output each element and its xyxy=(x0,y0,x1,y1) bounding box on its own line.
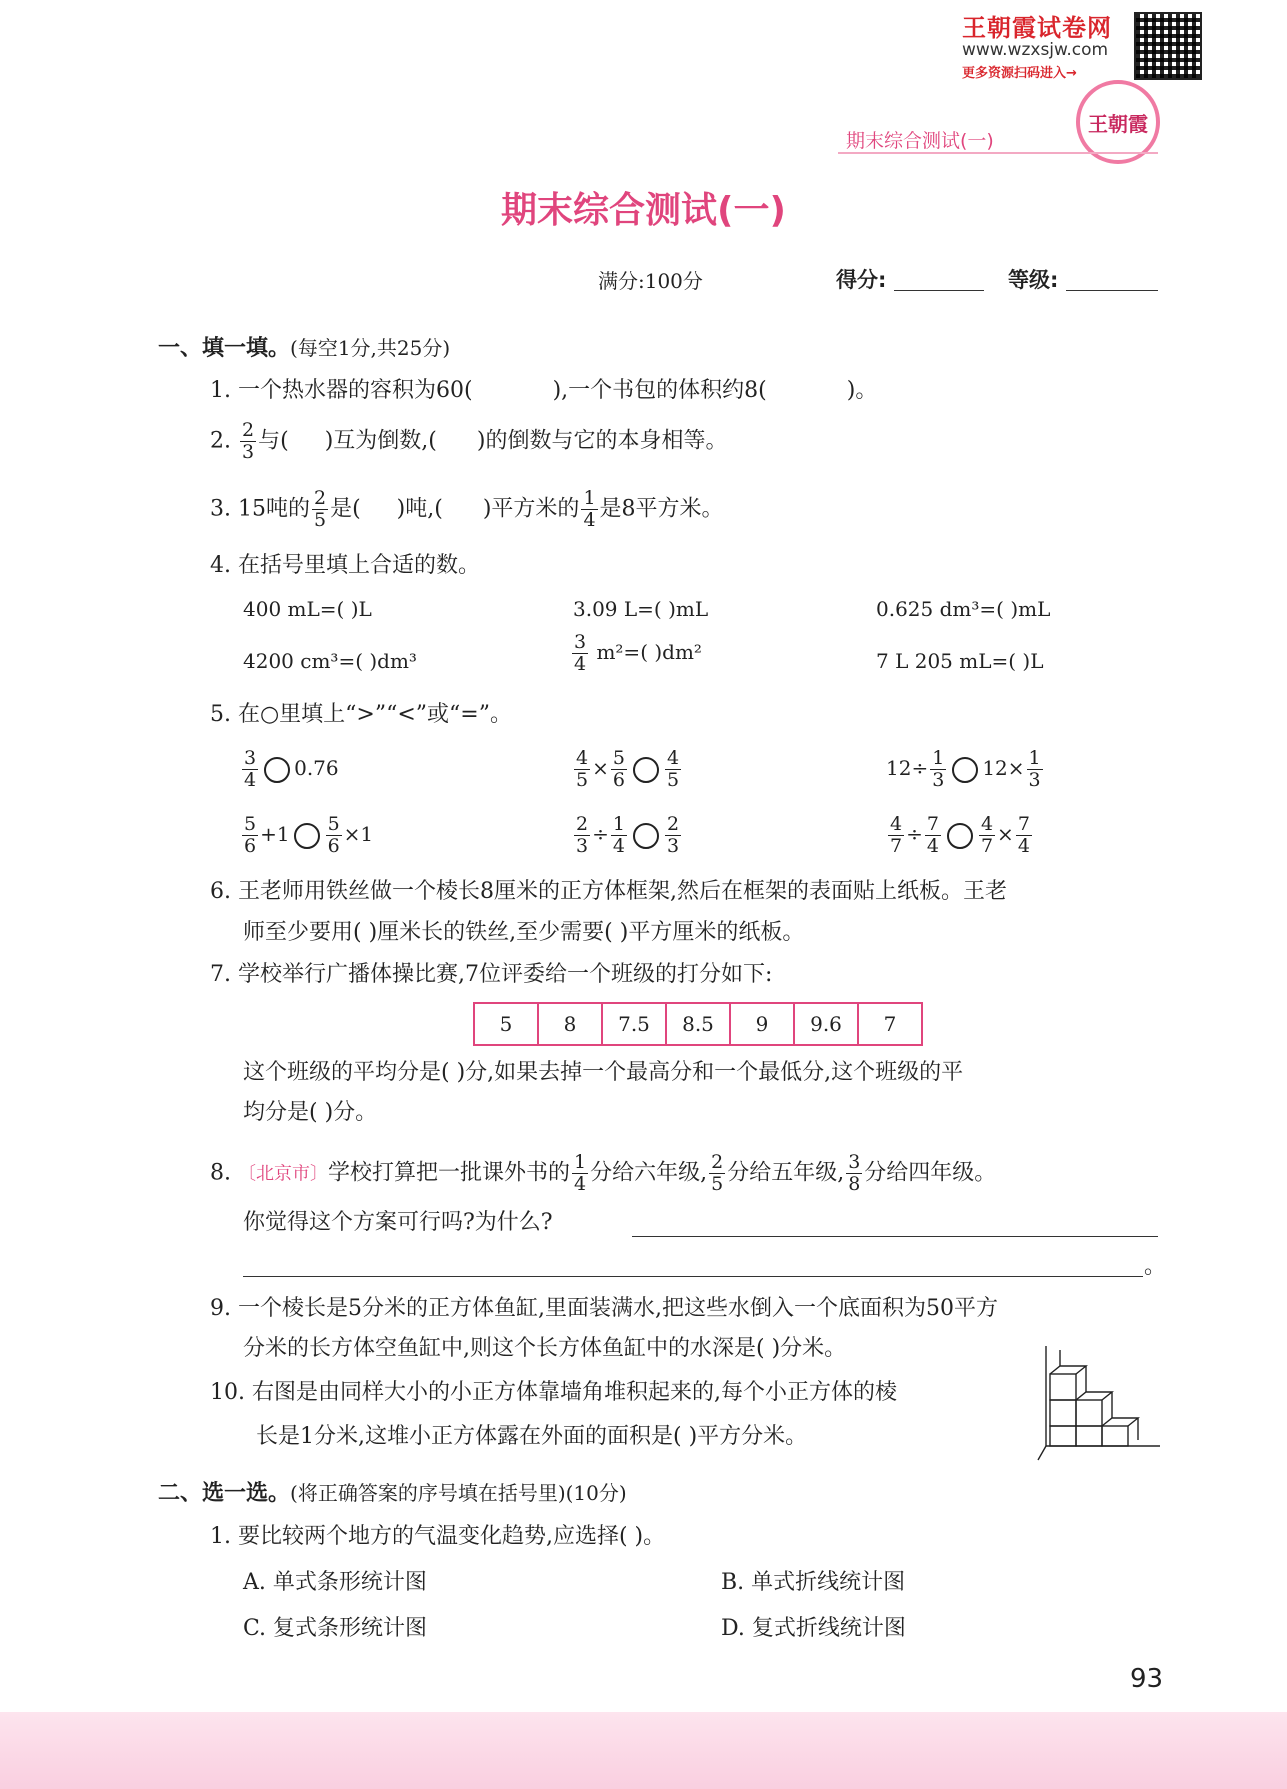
fraction: $\frac{3}{4}$ xyxy=(574,631,587,675)
compare-circle[interactable] xyxy=(264,757,290,783)
page-title: 期末综合测试(一) xyxy=(501,190,786,231)
fraction: $\frac{4}{5}$ xyxy=(666,747,680,791)
q6-line1: 6. 王老师用铁丝做一个棱长8厘米的正方体框架,然后在框架的表面贴上纸板。王老 xyxy=(210,879,1007,904)
q4-r1-b[interactable]: 3.09 L=( )mL xyxy=(573,597,709,621)
compare-circle[interactable] xyxy=(947,823,973,849)
section1-note: (每空1分,共25分) xyxy=(290,336,451,360)
q7-line3[interactable]: 均分是( )分。 xyxy=(243,1100,378,1125)
q7-line1: 7. 学校举行广播体操比赛,7位评委给一个班级的打分如下: xyxy=(210,962,773,987)
s2-q1[interactable]: 1. 要比较两个地方的气温变化趋势,应选择( )。 xyxy=(210,1524,666,1549)
fraction: $\frac{5}{6}$ xyxy=(327,813,340,857)
q5-r2-b: $\frac{2}{3}$ ÷ $\frac{1}{4}$ $\frac{2}{3}$ xyxy=(576,813,680,857)
page-number: 93 xyxy=(1130,1664,1164,1694)
score-cell: 9 xyxy=(730,1003,794,1045)
fraction: $\frac{1}{4}$ xyxy=(612,813,625,857)
fraction: $\frac{4}{5}$ xyxy=(576,747,589,791)
compare-circle[interactable] xyxy=(952,757,978,783)
fraction: $\frac{1}{4}$ xyxy=(583,487,596,531)
fraction: $\frac{2}{5}$ xyxy=(711,1151,724,1195)
q4-r2-b[interactable]: $\frac{3}{4}$ m²=( )dm² xyxy=(574,631,702,675)
q4-text: 4. 在括号里填上合适的数。 xyxy=(210,553,480,578)
q8-end: 。 xyxy=(1144,1254,1167,1279)
compare-circle[interactable] xyxy=(633,823,659,849)
fraction: $\frac{7}{4}$ xyxy=(926,813,939,857)
q4-r2-c[interactable]: 7 L 205 mL=( )L xyxy=(876,649,1044,673)
q5-r1-b: $\frac{4}{5}$ × $\frac{5}{6}$ $\frac{4}{5}$ xyxy=(576,747,680,791)
q8-line2: 你觉得这个方案可行吗?为什么? xyxy=(243,1210,553,1235)
region-tag: 〔北京市〕 xyxy=(238,1163,328,1185)
section2-heading: 二、选一选。 xyxy=(158,1481,291,1506)
fraction: $\frac{3}{8}$ xyxy=(848,1151,861,1195)
q10-line1: 10. 右图是由同样大小的小正方体靠墙角堆积起来的,每个小正方体的棱 xyxy=(210,1380,897,1405)
fraction: $\frac{4}{7}$ xyxy=(980,813,994,857)
score-cell: 5 xyxy=(474,1003,538,1045)
option-a[interactable]: A. 单式条形统计图 xyxy=(243,1570,427,1595)
q8-answer-line-2[interactable] xyxy=(243,1276,1143,1277)
score-cell: 9.6 xyxy=(794,1003,858,1045)
running-title-underline xyxy=(838,152,1158,154)
footer-band xyxy=(0,1712,1287,1789)
option-c[interactable]: C. 复式条形统计图 xyxy=(243,1616,428,1641)
fraction: $\frac{7}{4}$ xyxy=(1017,813,1030,857)
section2-note: (将正确答案的序号填在括号里)(10分) xyxy=(290,1481,627,1505)
score-cell: 7.5 xyxy=(602,1003,666,1045)
q9-line2[interactable]: 分米的长方体空鱼缸中,则这个长方体鱼缸中的水深是( )分米。 xyxy=(243,1336,847,1361)
q1-line: 1. 一个热水器的容积为60( ),一个书包的体积约8( )。 xyxy=(210,378,878,403)
option-b[interactable]: B. 单式折线统计图 xyxy=(721,1570,906,1595)
q6-line2[interactable]: 师至少要用( )厘米长的铁丝,至少需要( )平方厘米的纸板。 xyxy=(243,920,805,945)
q8-line1: 8. 〔北京市〕学校打算把一批课外书的 $\frac{1}{4}$ 分给六年级, $\frac{2}{5}$ 分给五年级, $\frac{3}{8}$ 分给四年级。 xyxy=(210,1151,997,1195)
fraction: $\frac{5}{6}$ xyxy=(244,813,257,857)
grade-label: 等级: xyxy=(1008,268,1059,292)
q4-r1-a[interactable]: 400 mL=( )L xyxy=(243,597,372,621)
q7-line2[interactable]: 这个班级的平均分是( )分,如果去掉一个最高分和一个最低分,这个班级的平 xyxy=(243,1060,964,1085)
fraction: $\frac{2}{3}$ xyxy=(576,813,589,857)
fraction: $\frac{2}{3}$ xyxy=(242,419,255,463)
option-d[interactable]: D. 复式折线统计图 xyxy=(721,1616,906,1641)
score-cell: 8 xyxy=(538,1003,602,1045)
fraction: $\frac{1}{3}$ xyxy=(1028,747,1041,791)
q5-r1-a: $\frac{3}{4}$ 0.76 xyxy=(244,747,339,791)
q4-r1-c[interactable]: 0.625 dm³=( )mL xyxy=(876,597,1051,621)
score-blank[interactable] xyxy=(894,290,984,291)
brand-name: 王朝霞试卷网 xyxy=(962,14,1112,42)
compare-circle[interactable] xyxy=(294,823,320,849)
q8-answer-line-1[interactable] xyxy=(632,1236,1158,1237)
score-label: 得分: xyxy=(836,268,887,292)
q10-line2[interactable]: 长是1分米,这堆小正方体露在外面的面积是( )平方分米。 xyxy=(256,1424,808,1449)
fraction: $\frac{5}{6}$ xyxy=(612,747,625,791)
section1-heading: 一、填一填。 xyxy=(158,336,291,361)
q5-r1-c: 12÷ $\frac{1}{3}$ 12× $\frac{1}{3}$ xyxy=(886,747,1041,791)
fraction: $\frac{1}{3}$ xyxy=(932,747,945,791)
fraction: $\frac{1}{4}$ xyxy=(574,1151,587,1195)
q3-line: 3. 15吨的 $\frac{2}{5}$ 是( )吨,( )平方米的 $\frac{1}{4}$ 是8平方米。 xyxy=(210,487,724,531)
q9-line1: 9. 一个棱长是5分米的正方体鱼缸,里面装满水,把这些水倒入一个底面积为50平方 xyxy=(210,1296,998,1321)
qr-code-icon[interactable] xyxy=(1134,12,1202,80)
brand-url[interactable]: www.wzxsjw.com xyxy=(962,40,1109,60)
score-cell: 7 xyxy=(858,1003,922,1045)
logo-text: 王朝霞 xyxy=(1088,111,1148,136)
full-score: 满分:100分 xyxy=(598,269,703,293)
fraction: $\frac{3}{4}$ xyxy=(244,747,257,791)
fraction: $\frac{2}{3}$ xyxy=(666,813,680,857)
fraction: $\frac{4}{7}$ xyxy=(890,813,903,857)
compare-circle[interactable] xyxy=(633,757,659,783)
fraction: $\frac{2}{5}$ xyxy=(313,487,327,531)
q4-r2-a[interactable]: 4200 cm³=( )dm³ xyxy=(243,649,417,673)
scores-table xyxy=(473,1002,923,1046)
q5-text: 5. 在○里填上“>”“<”或“=”。 xyxy=(210,702,512,727)
running-title: 期末综合测试(一) xyxy=(846,130,994,152)
q5-r2-c: $\frac{4}{7}$ ÷ $\frac{7}{4}$ $\frac{4}{7}$ × $\frac{7}{4}$ xyxy=(890,813,1030,857)
grade-blank[interactable] xyxy=(1066,290,1158,291)
score-cell: 8.5 xyxy=(666,1003,730,1045)
q2-line: 2. $\frac{2}{3}$ 与( )互为倒数,( )的倒数与它的本身相等。 xyxy=(210,419,728,463)
cube-stack-figure xyxy=(1036,1336,1162,1466)
q5-r2-a: $\frac{5}{6}$ +1 $\frac{5}{6}$ ×1 xyxy=(244,813,374,857)
brand-tagline: 更多资源扫码进入→ xyxy=(962,66,1077,81)
